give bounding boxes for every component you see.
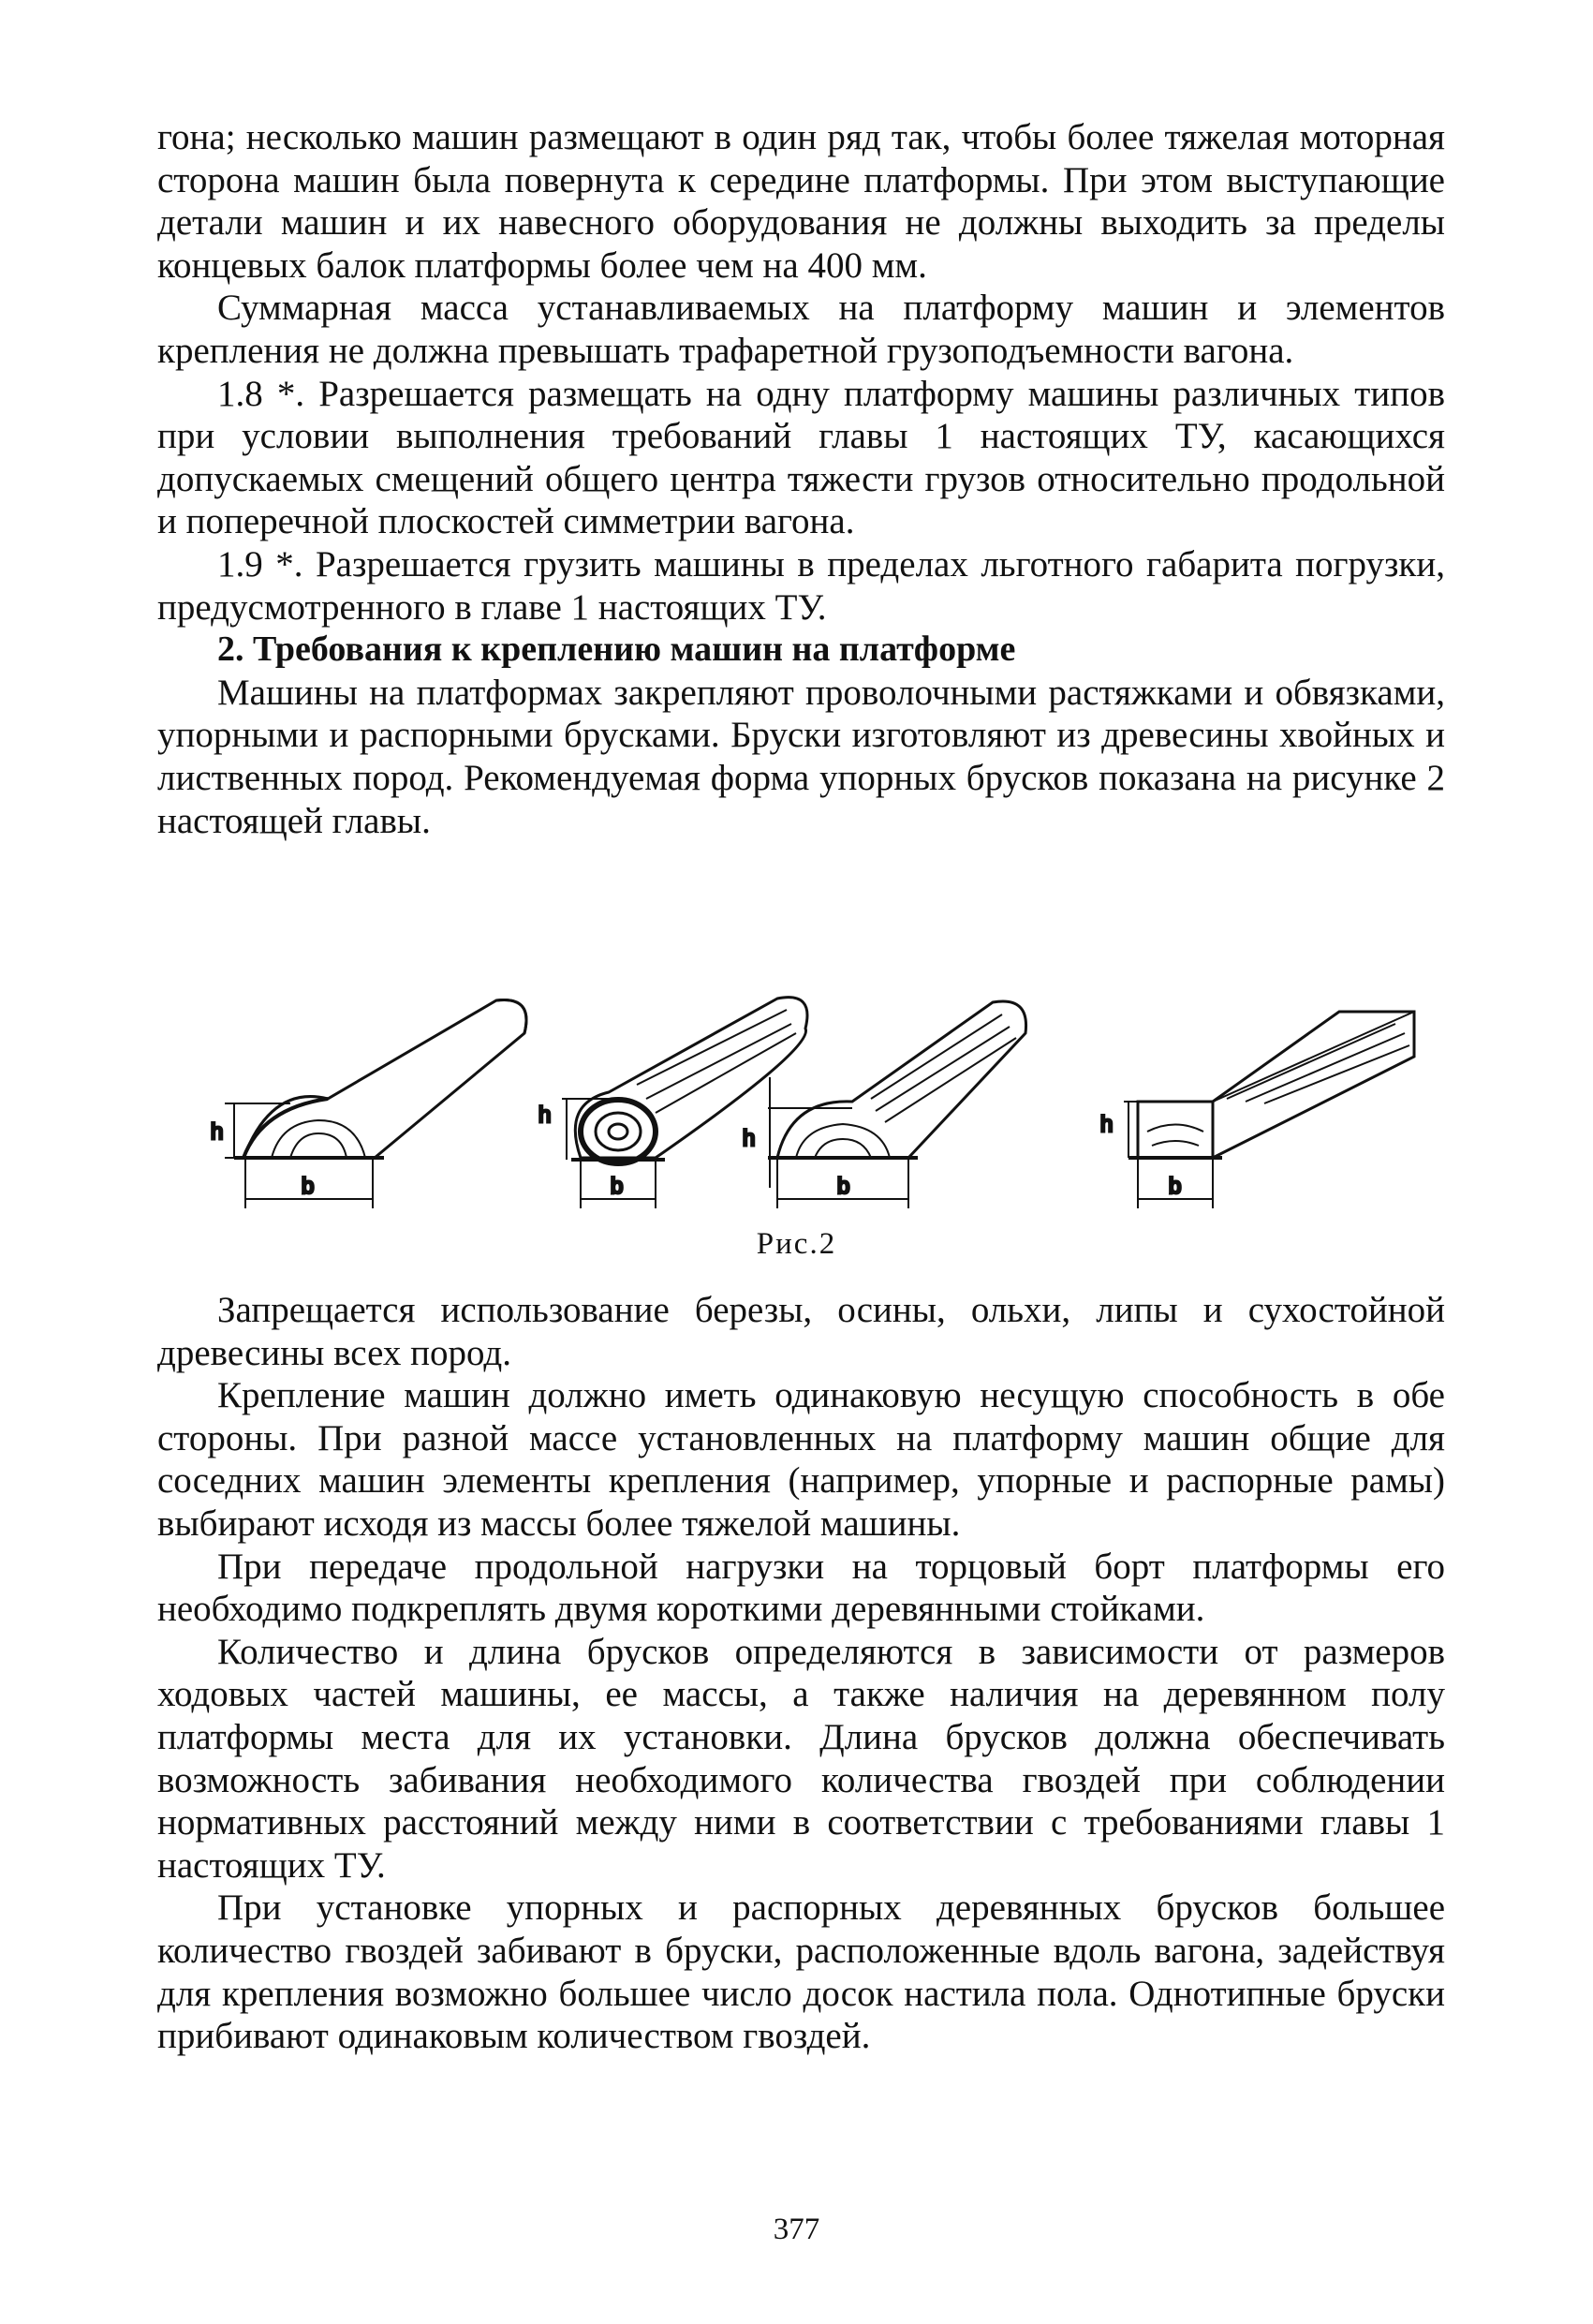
text-block-bottom xyxy=(157,1289,1445,2058)
dim-h-label: h xyxy=(538,1103,552,1128)
paragraph: При установке упорных и распорных деревянных брусков большее количество гвоздей забивают в бруски, расположенные вдоль вагона, задействуя для крепления возможно большее число досок настила пола. Однотипные бруски прибивают одинаковым количеством гвоздей. xyxy=(157,1887,1445,2057)
paragraph: При передаче продольной нагрузки на торцовый борт платформы его необходимо подкреплять двумя короткими деревянными стойками. xyxy=(157,1546,1445,1630)
dim-h-label: h xyxy=(211,1119,224,1145)
paragraph: Запрещается использование березы, осины, ольхи, липы и сухостойной древесины всех пород. xyxy=(157,1290,1445,1373)
paragraph: 1.9 *. Разрешается грузить машины в пределах льготного габарита погрузки, предусмотренного в главе 1 настоящих ТУ. xyxy=(157,543,1445,628)
paragraph: Крепление машин должно иметь одинаковую несущую способность в обе стороны. При разной массе установленных на платформу машин общие для соседних машин элементы крепления (например, упорные и распорные рамы) выбирают исходя из массы более тяжелой машины. xyxy=(157,1375,1445,1544)
dim-h-label: h xyxy=(743,1126,756,1151)
block-rectangular xyxy=(1124,1012,1414,1208)
figure-caption: Рис.2 xyxy=(756,1227,837,1261)
page-number: 377 xyxy=(773,2213,820,2246)
section-heading: 2. Требования к креплению машин на платформе xyxy=(217,629,1016,670)
dim-h-label: h xyxy=(1100,1112,1114,1137)
paragraph: гона; несколько машин размещают в один ряд так, чтобы более тяжелая моторная сторона машин была повернута к середине платформы. При этом выступающие детали машин и их навесного оборудования не должны выходить за пределы концевых балок платформы более чем на 400 мм. xyxy=(157,117,1445,286)
dim-b-label: b xyxy=(611,1174,624,1199)
dim-b-label: b xyxy=(1169,1174,1182,1199)
paragraph: Количество и длина брусков определяются в зависимости от размеров ходовых частей машины, ее массы, а также наличия на деревянном полу платформы места для их установки. Длина брусков должна обеспечивать возможность забивания необходимого количества гвоздей при соблюдении нормативных расстояний между ними в соответствии с требованиями главы 1 настоящих ТУ. xyxy=(157,1631,1445,1886)
block-half-round-plain xyxy=(225,999,526,1208)
paragraph: Суммарная масса устанавливаемых на платформу машин и элементов крепления не должна превышать трафаретной грузоподъемности вагона. xyxy=(157,288,1445,371)
paragraph: Машины на платформах закрепляют проволочными растяжками и обвязками, упорными и распорными брусками. Бруски изготовляют из древесины хвойных и лиственных пород. Рекомендуемая форма упорных брусков показана на рисунке 2 настоящей главы. xyxy=(157,672,1445,841)
dim-b-label: b xyxy=(837,1174,850,1199)
figure-wood-blocks xyxy=(211,991,1442,1216)
paragraph: 1.8 *. Разрешается размещать на одну платформу машины различных типов при условии выполнения требований главы 1 настоящих ТУ, касающихся допускаемых смещений общего центра тяжести грузов относительно продольной и поперечной плоскостей симметрии вагона. xyxy=(157,373,1445,542)
text-block-top xyxy=(157,116,1445,842)
dim-b-label: b xyxy=(302,1174,315,1199)
